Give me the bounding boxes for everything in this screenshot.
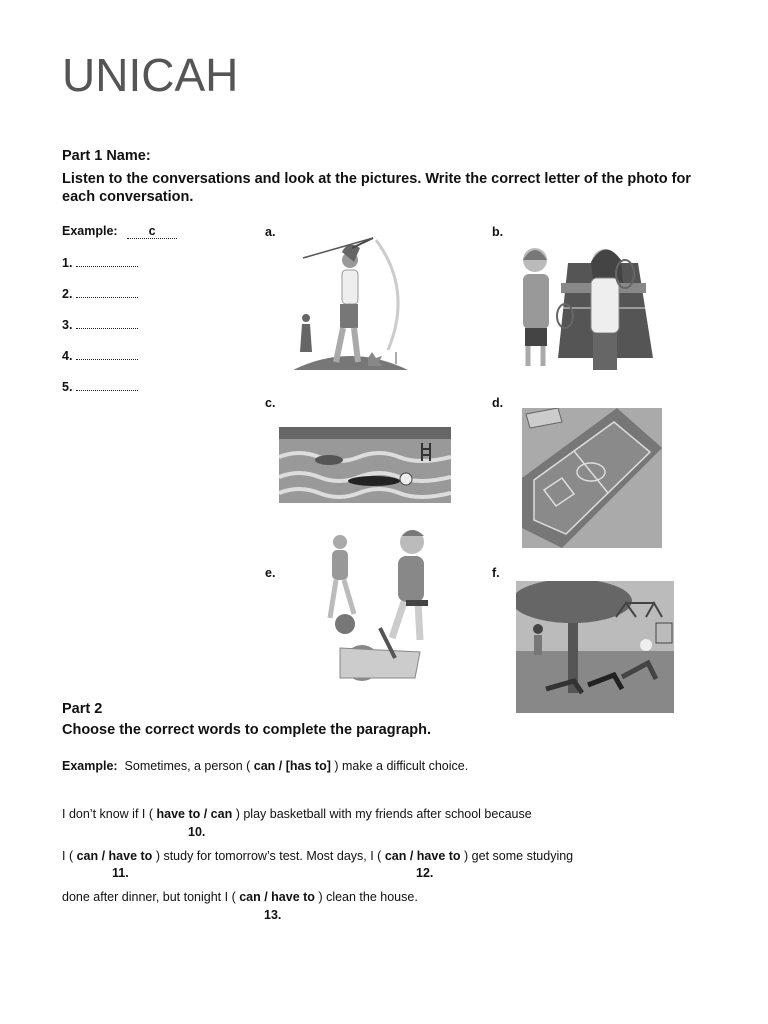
item-number-12: 12. (416, 866, 434, 880)
item-number-13: 13. (264, 908, 282, 922)
answer-blank[interactable] (76, 256, 138, 267)
choice-10[interactable]: have to / can (156, 807, 233, 821)
answer-number: 4. (62, 349, 73, 363)
text: ) get some studying (464, 849, 574, 863)
text: done after dinner, but tonight I ( (62, 890, 236, 904)
paragraph-line-1 (62, 807, 532, 821)
example-label: Example: (62, 224, 118, 238)
answer-item-3[interactable] (62, 318, 138, 332)
answer-blank[interactable] (76, 349, 138, 360)
example-choice: can / [has to] (253, 759, 331, 773)
text: ) study for tomorrow’s test. Most days, I ( (155, 849, 382, 863)
text: I ( (62, 849, 74, 863)
photo-c-swimming (279, 427, 451, 503)
photo-label-e: e. (265, 566, 276, 580)
item-number-10: 10. (188, 825, 206, 839)
photo-label-f: f. (492, 566, 500, 580)
answer-blank[interactable] (76, 380, 138, 391)
part1-instruction: Listen to the conversations and look at the pictures. Write the correct letter of the photo for each conversation. (62, 171, 691, 205)
answer-item-2[interactable] (62, 287, 138, 301)
item-number-11: 11. (112, 866, 129, 880)
part2-heading: Part 2 (62, 701, 103, 717)
choice-11[interactable]: can / have to (76, 849, 153, 863)
answer-number: 2. (62, 287, 73, 301)
paragraph-line-3 (62, 890, 418, 904)
example-row (62, 224, 177, 239)
paragraph-line-2 (62, 849, 573, 863)
text: ) play basketball with my friends after school because (235, 807, 532, 821)
photo-e-exercise-bikes (320, 528, 435, 688)
answer-number: 3. (62, 318, 73, 332)
photo-b-tennis (513, 238, 653, 370)
part2-instruction: Choose the correct words to complete the paragraph. (62, 722, 432, 738)
part1-heading: Part 1 Name: (62, 148, 151, 164)
photo-label-a: a. (265, 225, 276, 239)
photo-label-b: b. (492, 225, 504, 239)
answer-item-1[interactable] (62, 256, 138, 270)
photo-label-c: c. (265, 396, 276, 410)
text: ) make a difficult choice. (334, 759, 469, 773)
text: ) clean the house. (318, 890, 418, 904)
answer-number: 1. (62, 256, 73, 270)
page-title: UNICAH (62, 49, 239, 101)
photo-a-golf (288, 230, 413, 376)
text: I don’t know if I ( (62, 807, 154, 821)
example-label: Example: (62, 759, 118, 773)
text: Sometimes, a person ( (124, 759, 251, 773)
photo-f-park (516, 581, 674, 713)
answer-blank[interactable] (76, 287, 138, 298)
choice-13[interactable]: can / have to (239, 890, 315, 904)
part2-example (62, 759, 468, 773)
choice-12[interactable]: can / have to (384, 849, 461, 863)
answer-item-5[interactable] (62, 380, 138, 394)
answer-number: 5. (62, 380, 73, 394)
answer-item-4[interactable] (62, 349, 138, 363)
example-answer: c (127, 224, 177, 239)
photo-d-soccer-field (522, 408, 662, 548)
answer-blank[interactable] (76, 318, 138, 329)
photo-label-d: d. (492, 396, 504, 410)
